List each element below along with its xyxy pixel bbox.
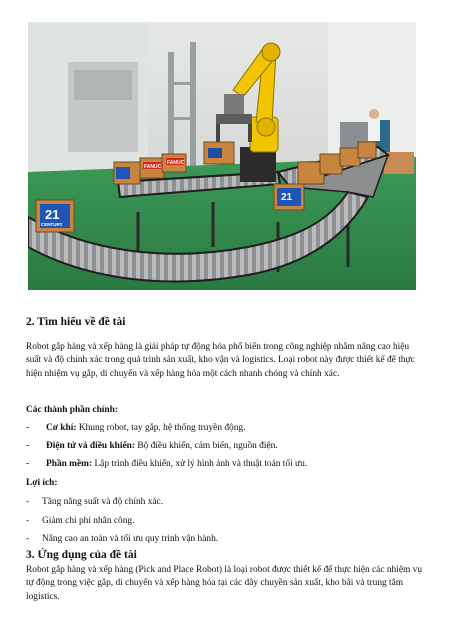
- list-item: [26, 423, 245, 433]
- list-item: [26, 516, 134, 526]
- bullet-mark: -: [26, 459, 30, 469]
- bullet-mark: -: [26, 534, 30, 544]
- component-name: Cơ khí:: [46, 423, 77, 433]
- benefit-text: Tăng năng suất và độ chính xác.: [42, 497, 164, 507]
- benefits-label: Lợi ích:: [26, 478, 58, 488]
- list-item: [26, 459, 307, 469]
- component-desc: Khung robot, tay gắp, hệ thống truyền động.: [76, 423, 246, 433]
- component-name: Điện tử và điều khiển:: [46, 441, 135, 451]
- bullet-mark: -: [26, 441, 30, 451]
- benefit-text: Nâng cao an toàn và tối ưu quy trình vận hành.: [42, 534, 219, 544]
- bullet-mark: -: [26, 516, 30, 526]
- list-item: [26, 534, 218, 544]
- robot-conveyor-photo: [28, 22, 416, 290]
- century-logo-number: 21: [45, 207, 60, 222]
- list-item: [26, 497, 163, 507]
- section-3-intro: Robot gắp hàng và xếp hàng (Pick and Place Robot) là loại robot được thiết kế để thực hiện các nhiệm vụ tự động trong việc gắp, di chuyển và xếp hàng hóa tại các dây chuyền sản xuất, kho bãi và trung tâm logistics.: [26, 565, 423, 602]
- component-desc: Bộ điều khiển, cảm biến, nguồn điện.: [134, 441, 278, 451]
- bullet-mark: -: [26, 423, 30, 433]
- list-item: [26, 441, 278, 451]
- section-3-heading: 3. Ứng dụng của đề tài: [26, 549, 137, 561]
- section-2-intro: Robot gắp hàng và xếp hàng là giải pháp tự động hóa phổ biến trong công nghiệp nhằm nâng cao hiệu suất và độ chính xác trong quá trình sản xuất, kho vận và logistics. Loại robot này được thiết kế để thực hiện nhiệm vụ gắp, di chuyển và xếp hàng hóa một cách nhanh chóng và chính xác.: [26, 342, 415, 379]
- components-label: Các thành phần chính:: [26, 405, 118, 415]
- century-logo-number: 21: [281, 192, 293, 203]
- bullet-mark: -: [26, 497, 30, 507]
- century-logo-word: CENTURY: [41, 222, 63, 227]
- section-2-heading: 2. Tìm hiểu về đề tài: [26, 316, 126, 328]
- fanuc-label: FANUC: [144, 164, 162, 170]
- fanuc-label: FANUC: [167, 160, 185, 166]
- benefit-text: Giảm chi phí nhân công.: [42, 516, 135, 526]
- component-desc: Lập trình điều khiển, xử lý hình ảnh và thuật toán tối ưu.: [92, 459, 308, 469]
- component-name: Phần mềm:: [46, 459, 93, 469]
